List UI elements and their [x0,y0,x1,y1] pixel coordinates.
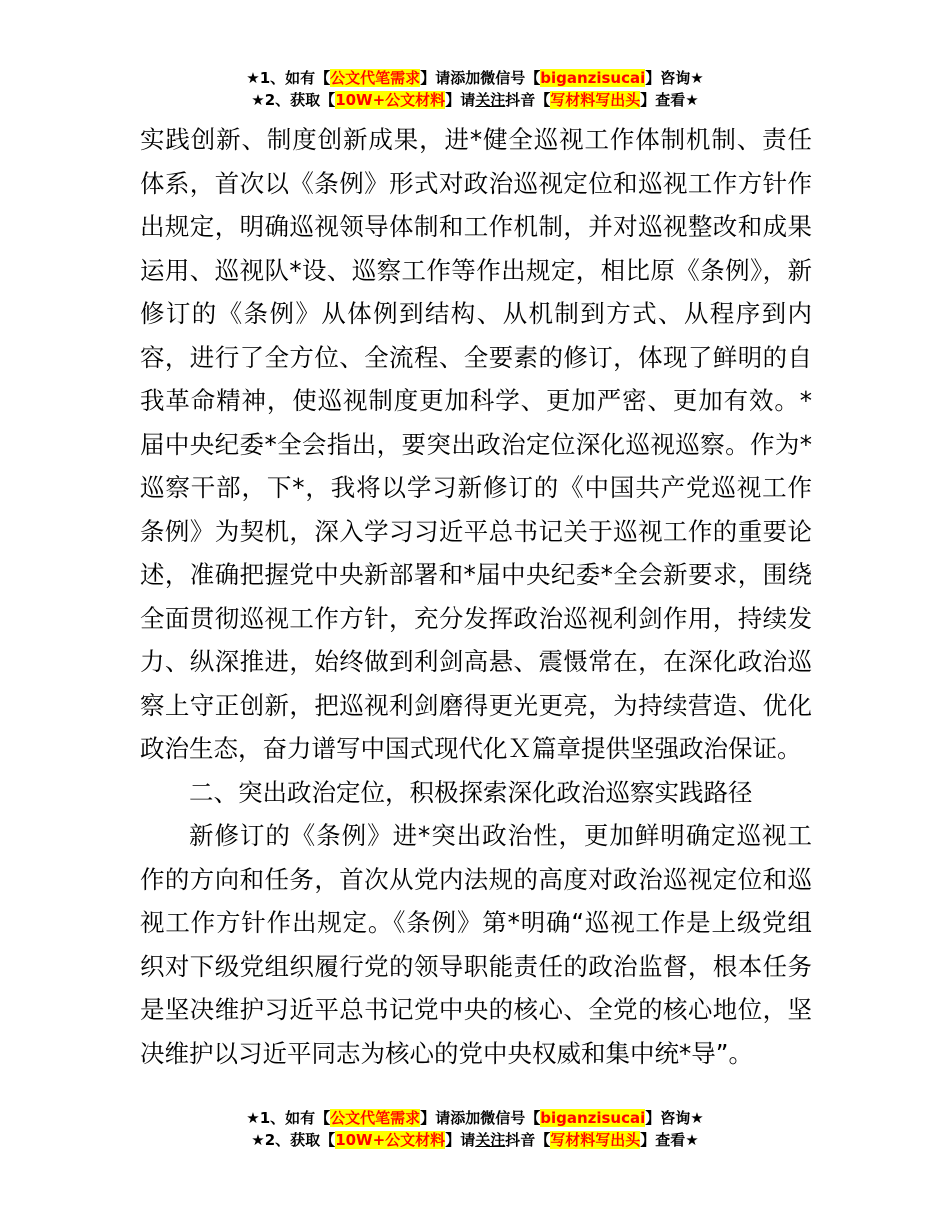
underlined-follow: 关注 [475,1131,506,1149]
highlight-wechat-id: biganzisucai [540,69,646,87]
document-body [140,118,812,1075]
header-line-1: ★1、如有【公文代笔需求】请添加微信号【biganzisucai】咨询★ [246,69,704,87]
footer-banner [0,1107,950,1151]
highlight-writing-service: 公文代笔需求 [330,69,421,87]
paragraph-1: 实践创新、制度创新成果，进*健全巡视工作体制机制、责任体系，首次以《条例》形式对政治巡视定位和巡视工作方针作出规定，明确巡视领导体制和工作机制，并对巡视整改和成果运用、巡视队*设、巡察工作等作出规定，相比原《条例》，新修订的《条例》从体例到结构、从机制到方式、从程序到内容，进行了全方位、全流程、全要素的修订，体现了鲜明的自我革命精神，使巡视制度更加科学、更加严密、更加有效。*届中央纪委*全会指出，要突出政治定位深化巡视巡察。作为*巡察干部，下*，我将以学习新修订的《中国共产党巡视工作条例》为契机，深入学习习近平总书记关于巡视工作的重要论述，准确把握党中央新部署和*届中央纪委*全会新要求，围绕全面贯彻巡视工作方针，充分发挥政治巡视利剑作用，持续发力、纵深推进，始终做到利剑高悬、震慑常在，在深化政治巡察上守正创新，把巡视利剑磨得更光更亮，为持续营造、优化政治生态，奋力谱写中国式现代化Ｘ篇章提供坚强政治保证。 [140,125,812,763]
highlight-materials: 10W+公文材料 [335,1131,446,1149]
highlight-writing-service: 公文代笔需求 [330,1109,421,1127]
paragraph-2: 新修订的《条例》进*突出政治性，更加鲜明确定巡视工作的方向和任务，首次从党内法规的高度对政治巡视定位和巡视工作方针作出规定。《条例》第*明确“巡视工作是上级党组织对下级党组织履行党的领导职能责任的政治监督，根本任务是坚决维护习近平总书记党中央的核心、全党的核心地位，坚决维护以习近平同志为核心的党中央权威和集中统*导”。 [140,821,812,1068]
underlined-follow: 关注 [475,91,506,109]
highlight-materials: 10W+公文材料 [335,91,446,109]
highlight-douyin-account: 写材料写出头 [550,91,641,109]
section-heading-2: 二、突出政治定位，积极探索深化政治巡察实践路径 [189,777,753,807]
highlight-douyin-account: 写材料写出头 [550,1131,641,1149]
footer-line-1: ★1、如有【公文代笔需求】请添加微信号【biganzisucai】咨询★ [246,1109,704,1127]
highlight-wechat-id: biganzisucai [540,1109,646,1127]
header-banner [0,67,950,111]
header-line-2: ★2、获取【10W+公文材料】请关注抖音【写材料写出头】查看★ [251,91,699,109]
footer-line-2: ★2、获取【10W+公文材料】请关注抖音【写材料写出头】查看★ [251,1131,699,1149]
